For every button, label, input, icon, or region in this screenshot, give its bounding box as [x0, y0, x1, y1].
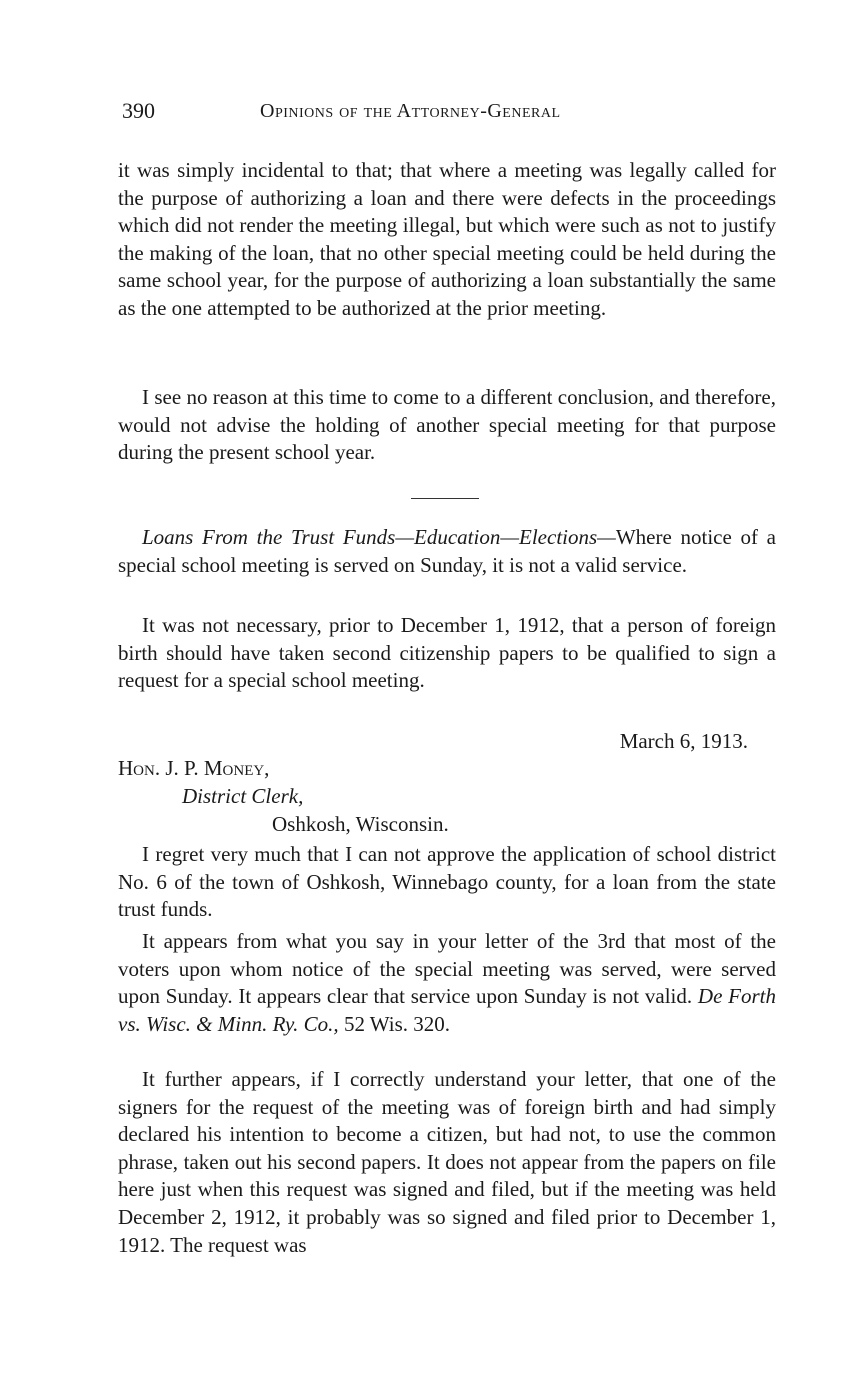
addressee-title: District Clerk,: [182, 784, 304, 808]
running-title: Opinions of the Attorney-General: [260, 100, 561, 122]
body-paragraph-1: [118, 841, 776, 924]
syllabus-heading: Loans From the Trust Funds—Education—Elections—: [142, 525, 616, 549]
body-paragraph-3: [118, 1066, 776, 1259]
conclusion-paragraph: [118, 384, 776, 467]
paragraph-text: I regret very much that I can not approve the application of school district No. 6 of the town of Oshkosh, Winnebago county, for a loan from the state trust funds.: [118, 842, 776, 922]
case-citation: De Forth vs. Wisc. & Minn. Ry. Co.,: [118, 984, 776, 1036]
addressee-name: Hon. J. P. Money,: [118, 756, 270, 780]
opinion-date: March 6, 1913.: [619, 729, 748, 753]
paragraph-text: It further appears, if I correctly understand your letter, that one of the signers for the request of the meeting was of foreign birth and had simply declared his intention to become a citizen, but had not, to use the common phrase, taken out his second papers. It does not appear from the papers on file here just when this request was signed and filed, but if the meeting was held December 2, 1912, it probably was so signed and filed prior to December 1, 1912. The request was: [118, 1067, 776, 1257]
section-divider: [411, 498, 479, 499]
syllabus-paragraph: [118, 524, 776, 579]
page-header: [122, 98, 782, 128]
addressee-city: Oshkosh, Wisconsin.: [272, 812, 449, 836]
syllabus-text: Where notice of a special school meeting is served on Sunday, it is not a valid service.: [118, 525, 776, 577]
paragraph-text: It appears from what you say in your letter of the 3rd that most of the voters upon whom notice of the special meeting was served, were served upon Sunday. It appears clear that service upon Sunday is not valid.: [118, 929, 776, 1009]
citation-reporter: 52 Wis. 320.: [338, 1011, 451, 1036]
body-paragraph-2: [118, 928, 776, 1038]
paragraph-text: It was not necessary, prior to December 1, 1912, that a person of foreign birth should have taken second citizenship papers to be qualified to sign a request for a special school meeting.: [118, 613, 776, 693]
continued-paragraph: [118, 157, 776, 323]
addressee-block: [118, 754, 776, 838]
paragraph-text: I see no reason at this time to come to a different conclusion, and therefore, would not advise the holding of another special meeting for that purpose during the present school year.: [118, 385, 776, 465]
syllabus-paragraph-2: [118, 612, 776, 695]
page-number: 390: [122, 98, 155, 123]
paragraph-text: it was simply incidental to that; that where a meeting was legally called for the purpose of authorizing a loan and there were defects in the proceedings which did not render the meeting illegal, but which were such as not to justify the making of the loan, that no other special meeting could be held during the same school year, for the purpose of authorizing a loan substantially the same as the one attempted to be authorized at the prior meeting.: [118, 158, 776, 320]
